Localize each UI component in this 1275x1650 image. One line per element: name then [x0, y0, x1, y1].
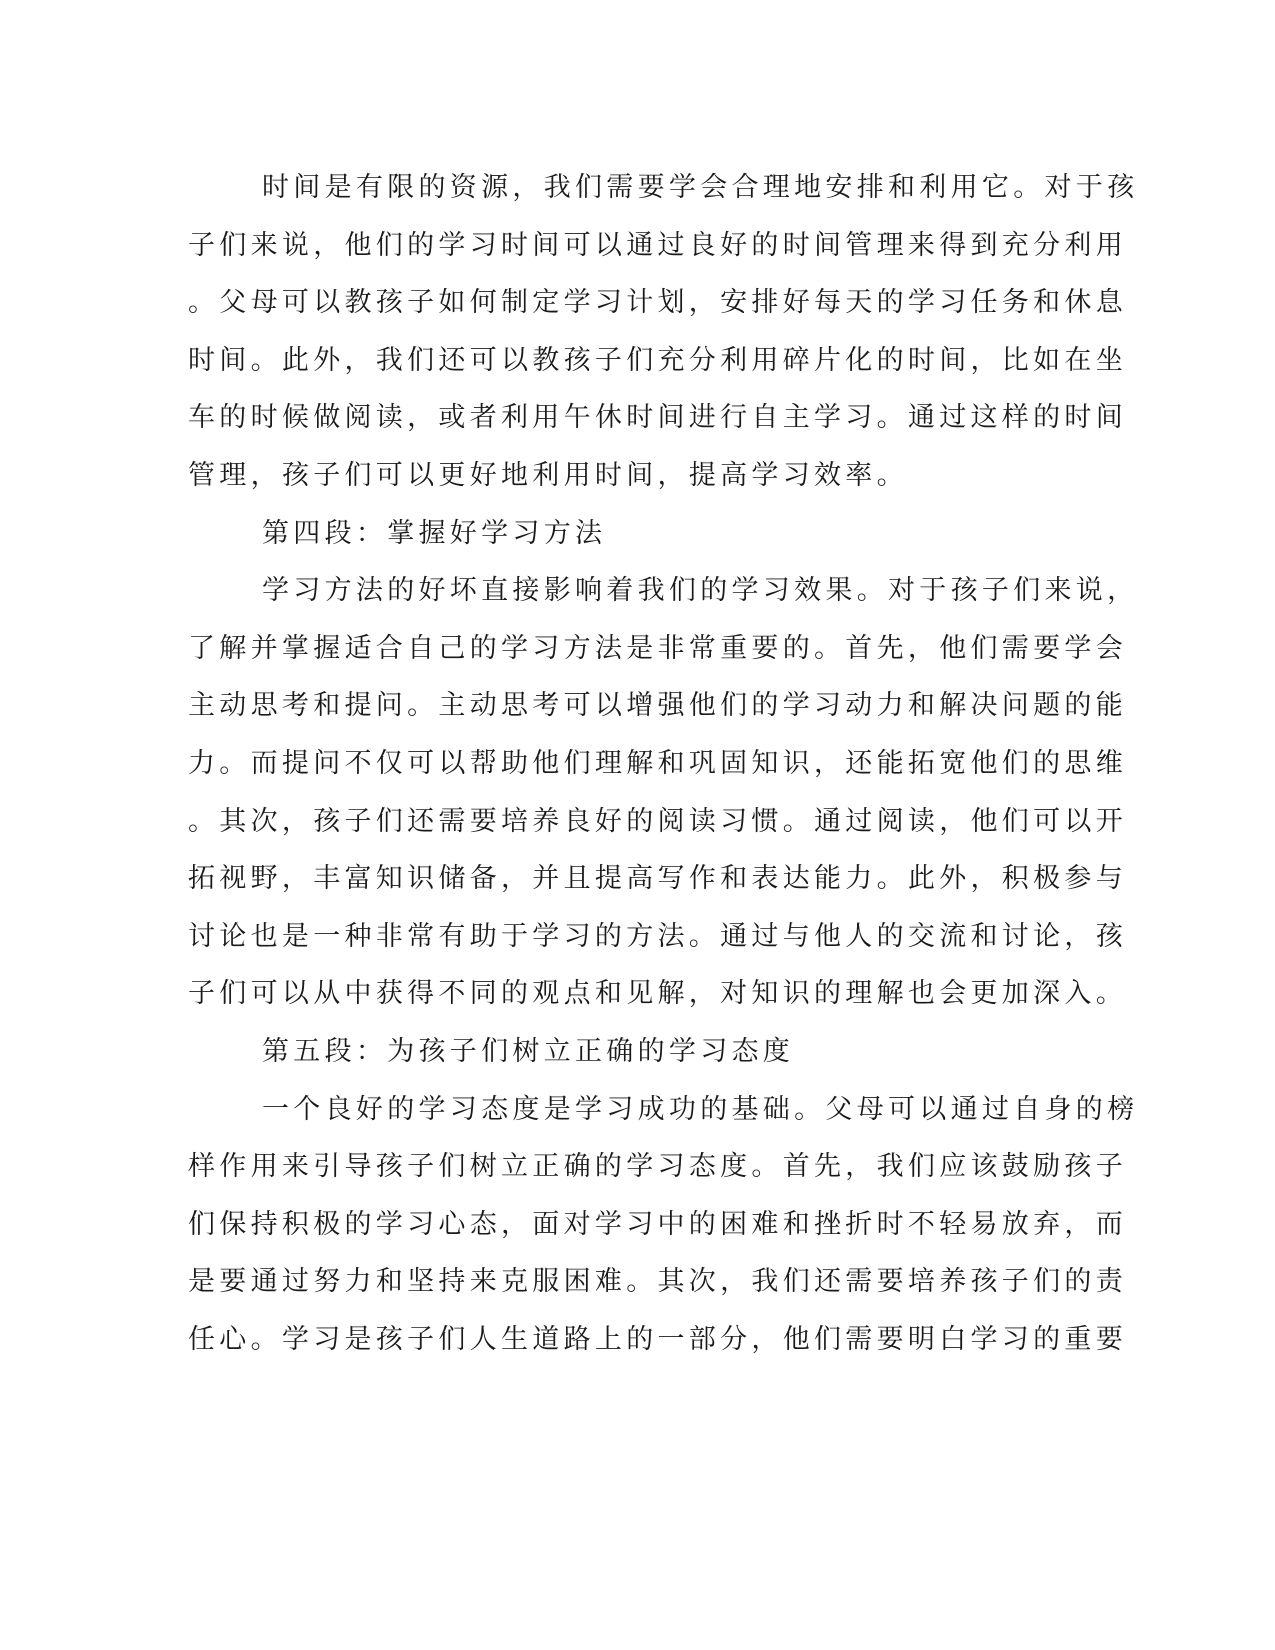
document-body: [188, 159, 1139, 1368]
paragraph-line: 车的时候做阅读，或者利用午休时间进行自主学习。通过这样的时间: [188, 402, 1127, 434]
paragraph-line: 任心。学习是孩子们人生道路上的一部分，他们需要明白学习的重要: [188, 1323, 1127, 1355]
paragraph-line: 时间。此外，我们还可以教孩子们充分利用碎片化的时间，比如在坐: [188, 344, 1127, 376]
paragraph-line: 子们可以从中获得不同的观点和见解，对知识的理解也会更加深入。: [188, 978, 1127, 1010]
paragraph-line: 子们来说，他们的学习时间可以通过良好的时间管理来得到充分利用: [188, 229, 1127, 261]
paragraph-line: 学习方法的好坏直接影响着我们的学习效果。对于孩子们来说，: [262, 575, 1139, 607]
paragraph-line: 力。而提问不仅可以帮助他们理解和巩固知识，还能拓宽他们的思维: [188, 747, 1127, 779]
paragraph-line: 们保持积极的学习心态，面对学习中的困难和挫折时不轻易放弃，而: [188, 1208, 1127, 1240]
section-heading: 第五段：为孩子们树立正确的学习态度: [262, 1035, 795, 1067]
paragraph-line: 是要通过努力和坚持来克服困难。其次，我们还需要培养孩子们的责: [188, 1266, 1127, 1298]
paragraph-line: 拓视野，丰富知识储备，并且提高写作和表达能力。此外，积极参与: [188, 863, 1127, 895]
paragraph-line: 管理，孩子们可以更好地利用时间，提高学习效率。: [188, 459, 908, 491]
paragraph-line: 讨论也是一种非常有助于学习的方法。通过与他人的交流和讨论，孩: [188, 920, 1127, 952]
paragraph-line: 了解并掌握适合自己的学习方法是非常重要的。首先，他们需要学会: [188, 632, 1127, 664]
paragraph-line: 一个良好的学习态度是学习成功的基础。父母可以通过自身的榜: [262, 1093, 1139, 1125]
paragraph-line: 。其次，孩子们还需要培养良好的阅读习惯。通过阅读，他们可以开: [188, 805, 1127, 837]
paragraph-line: 时间是有限的资源，我们需要学会合理地安排和利用它。对于孩: [262, 172, 1139, 203]
paragraph-line: 。父母可以教孩子如何制定学习计划，安排好每天的学习任务和休息: [188, 287, 1127, 319]
paragraph-line: 样作用来引导孩子们树立正确的学习态度。首先，我们应该鼓励孩子: [188, 1151, 1127, 1183]
section-heading: 第四段：掌握好学习方法: [262, 517, 607, 549]
paragraph-line: 主动思考和提问。主动思考可以增强他们的学习动力和解决问题的能: [188, 690, 1127, 722]
